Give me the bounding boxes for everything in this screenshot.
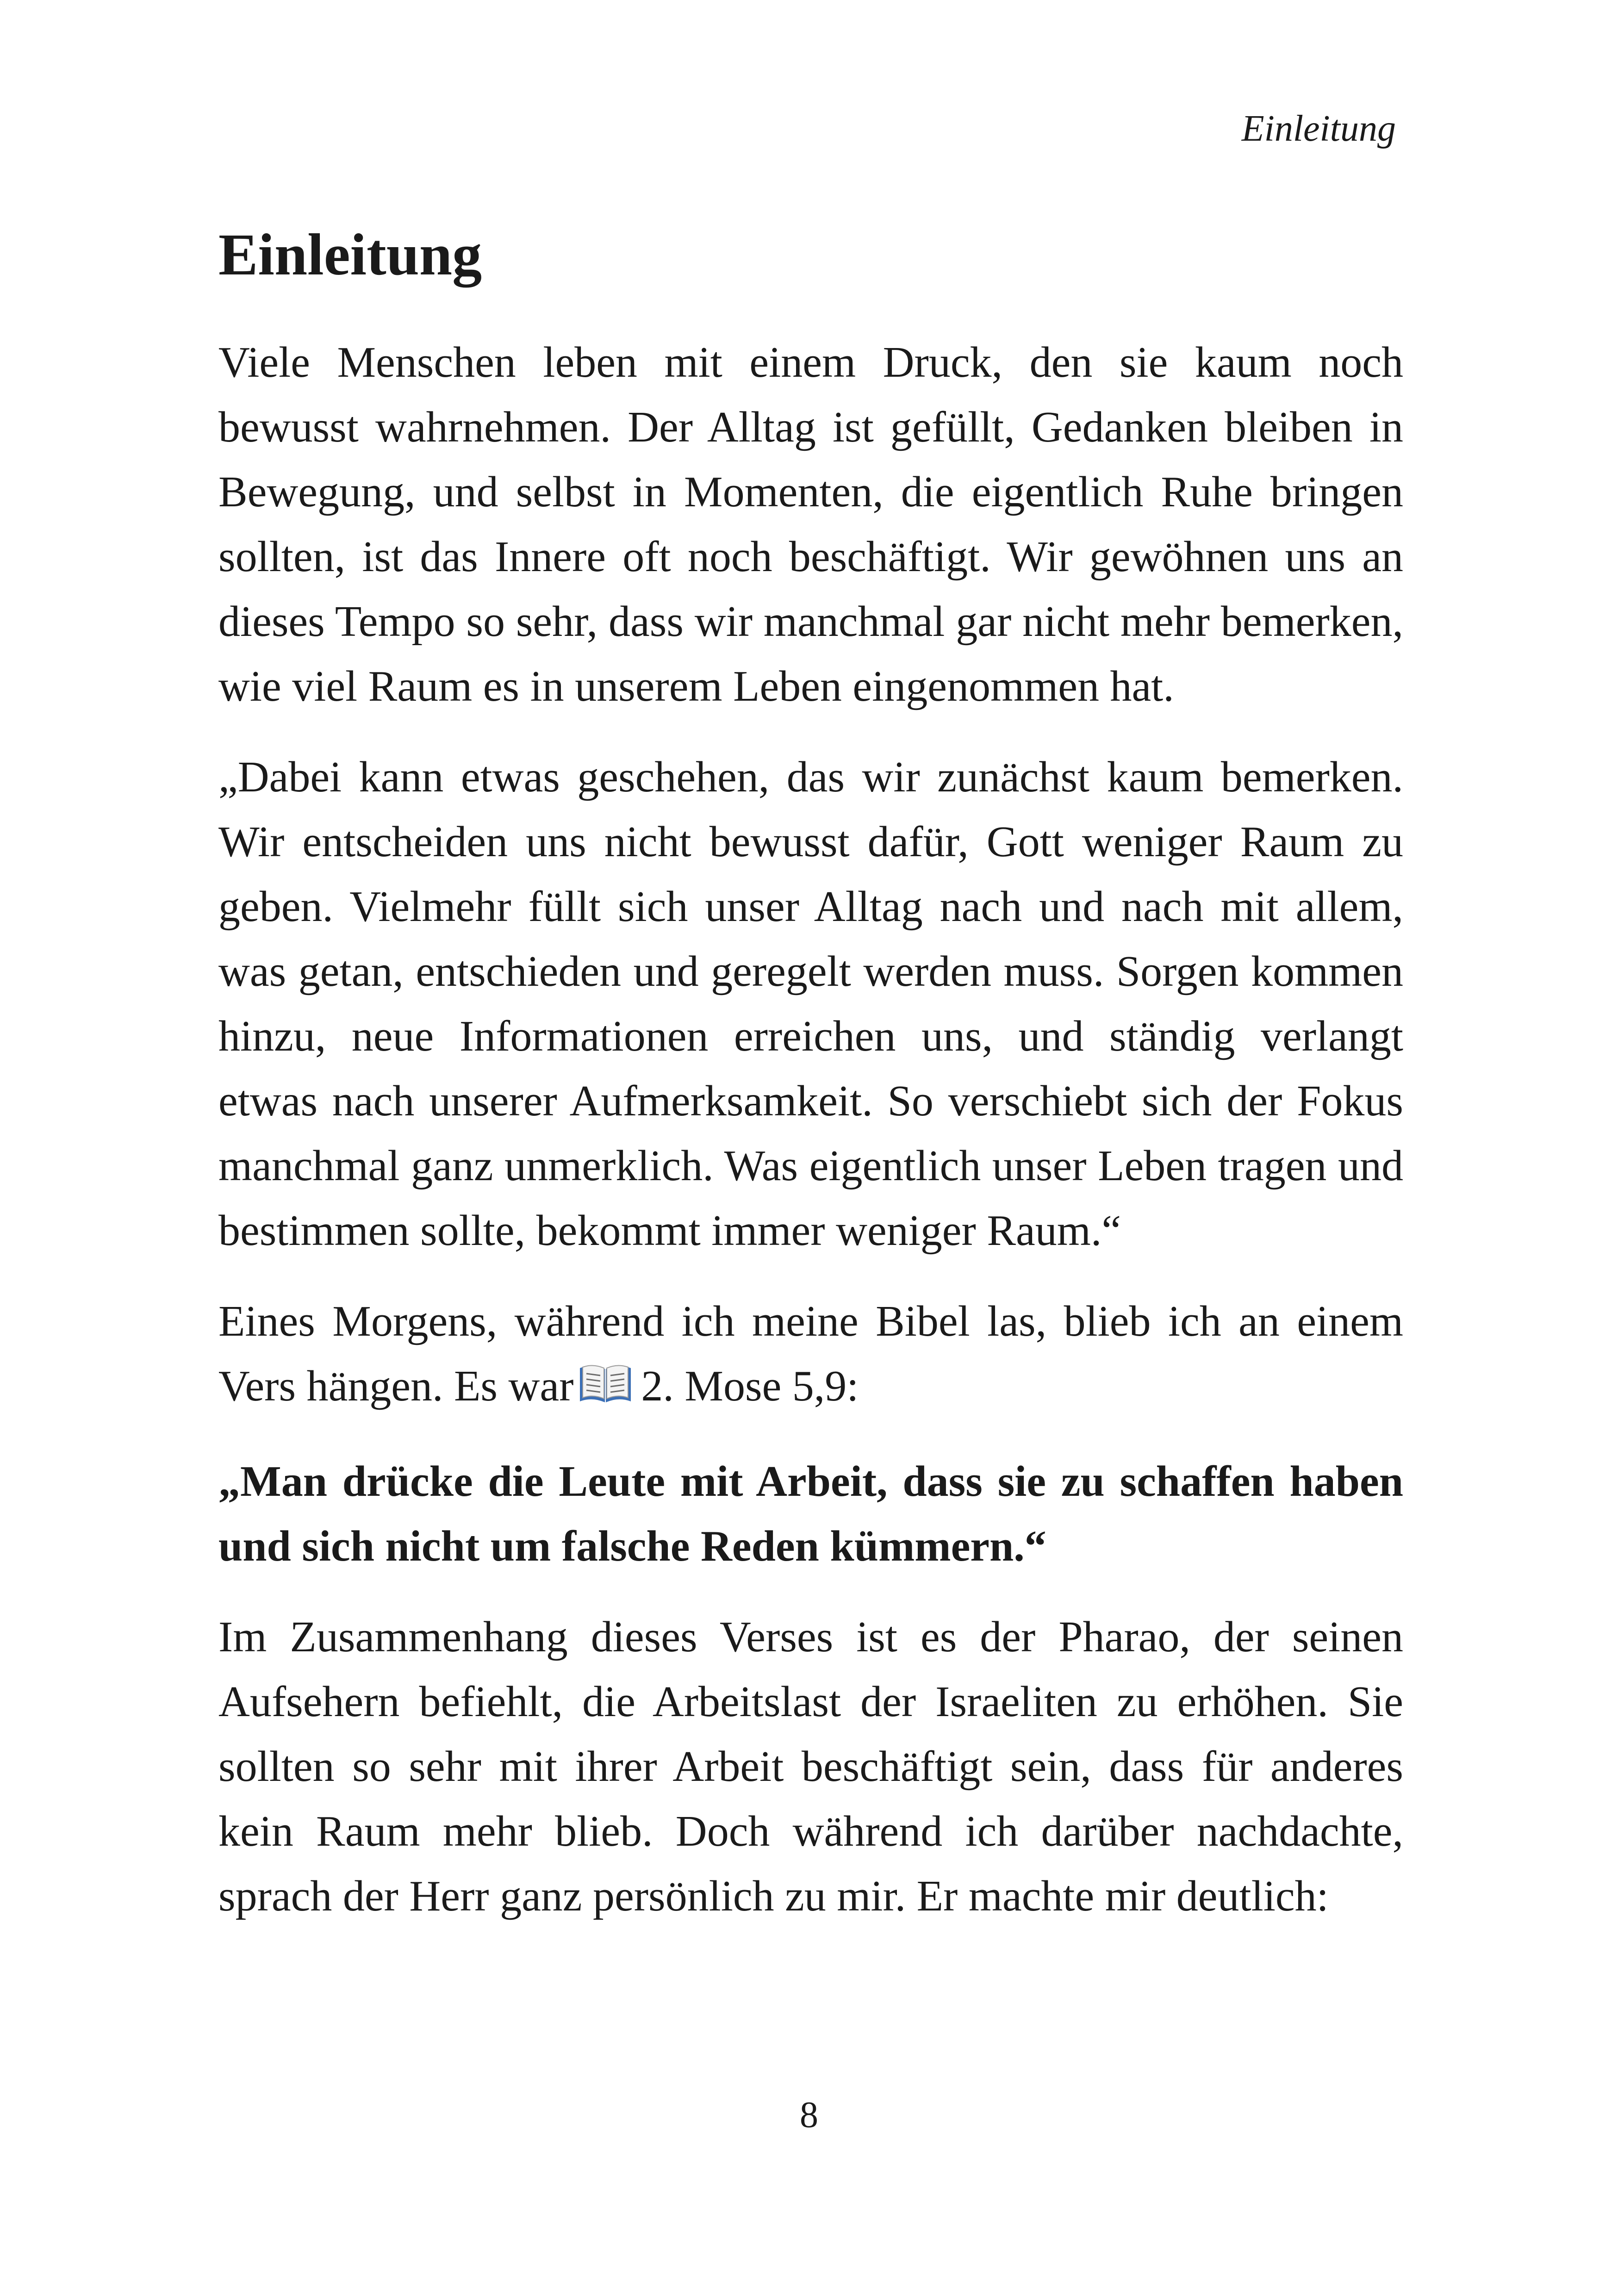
- paragraph-4: Im Zusammenhang dieses Verses ist es der Pharao, der seinen Aufsehern befiehlt, die Arbeitslast der Israeliten zu erhöhen. Sie sollten so sehr mit ihrer Arbeit beschäftigt sein, dass für anderes kein Raum mehr blieb. Doch während ich darüber nachdachte, sprach der Herr ganz persönlich zu mir. Er machte mir deutlich:: [218, 1612, 1403, 1920]
- page-number: 8: [800, 2095, 818, 2135]
- paragraph-3-text-after: 2. Mose 5,9:: [641, 1362, 859, 1410]
- running-header: Einleitung: [1241, 108, 1396, 149]
- chapter-title: Einleitung: [218, 222, 482, 287]
- paragraph-3: [218, 1289, 1403, 1423]
- page-content: [218, 222, 1403, 1954]
- paragraph-2: „Dabei kann etwas geschehen, das wir zunächst kaum bemerken. Wir entscheiden uns nicht bewusst dafür, Gott weniger Raum zu geben. Vielmehr füllt sich unser Alltag nach und nach mit allem, was getan, entschieden und geregelt werden muss. Sorgen kommen hinzu, neue Informationen erreichen uns, und ständig verlangt etwas nach unserer Aufmerksamkeit. So verschiebt sich der Fokus manchmal ganz unmerklich. Was eigentlich unser Leben tragen und bestimmen sollte, bekommt immer weniger Raum.“: [218, 753, 1403, 1255]
- open-book-icon: [578, 1358, 633, 1423]
- paragraph-3-text-before: Eines Morgens, während ich meine Bibel las, blieb ich an einem Vers hängen. Es war: [218, 1297, 1403, 1410]
- bible-quote: „Man drücke die Leute mit Arbeit, dass sie zu schaffen haben und sich nicht um falsche Reden kümmern.“: [218, 1457, 1403, 1570]
- paragraph-1: Viele Menschen leben mit einem Druck, den sie kaum noch bewusst wahrnehmen. Der Alltag ist gefüllt, Gedanken bleiben in Bewegung, und selbst in Momenten, die eigentlich Ruhe bringen sollten, ist das Innere oft noch beschäftigt. Wir gewöhnen uns an dieses Tempo so sehr, dass wir manchmal gar nicht mehr bemerken, wie viel Raum es in unserem Leben eingenommen hat.: [218, 338, 1403, 710]
